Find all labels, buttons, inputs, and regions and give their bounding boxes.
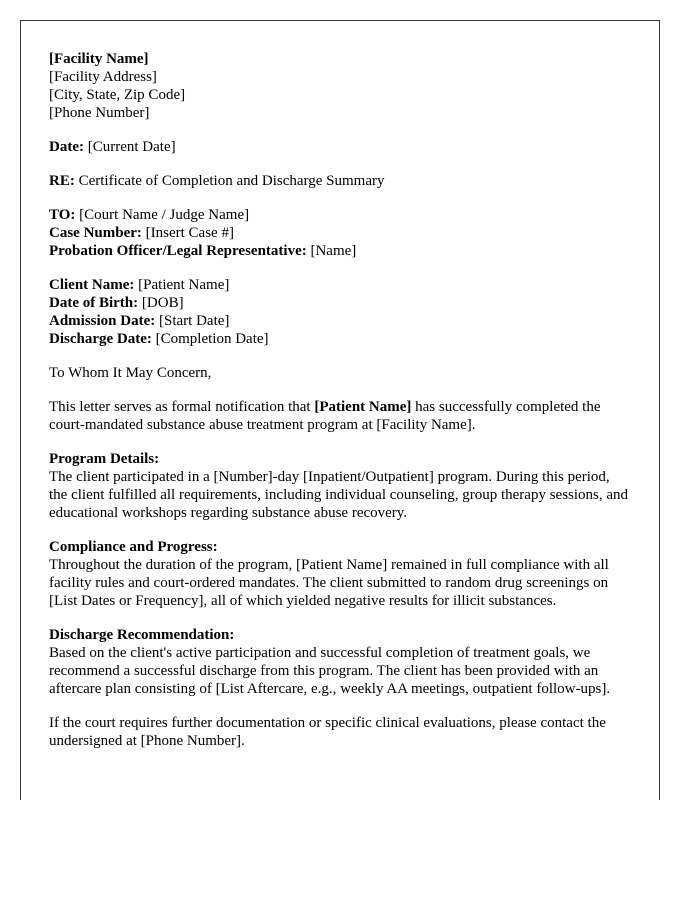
section-body: The client participated in a [Number]-day [Inpatient/Outpatient] program. During this period, the client fulfilled all requirements, including individual counseling, group therapy sessions, and educational workshops regarding substance abuse recovery. xyxy=(49,469,629,521)
client-block xyxy=(49,276,631,348)
intro-text: This letter serves as formal notification that xyxy=(49,399,315,415)
section-heading: Discharge Recommendation: xyxy=(49,627,235,643)
intro-paragraph xyxy=(49,398,631,434)
section-heading: Compliance and Progress: xyxy=(49,539,218,555)
case-number-value: [Insert Case #] xyxy=(141,225,234,241)
facility-phone: [Phone Number] xyxy=(49,105,150,121)
letter-page xyxy=(20,20,660,800)
admission-date-value: [Start Date] xyxy=(155,313,230,329)
section-heading: Program Details: xyxy=(49,451,160,467)
intro-patient-name: [Patient Name] xyxy=(314,399,412,415)
re-label: RE: xyxy=(49,173,75,189)
intro-text-end: has successfully completed the court-mandated substance abuse treatment program at [Facility Name]. xyxy=(49,399,601,433)
to-value: [Court Name / Judge Name] xyxy=(75,207,250,223)
section-discharge-recommendation xyxy=(49,626,631,698)
client-name-value: [Patient Name] xyxy=(134,277,230,293)
admission-date-label: Admission Date: xyxy=(49,313,156,329)
date-label: Date: xyxy=(49,139,84,155)
discharge-date-label: Discharge Date: xyxy=(49,331,152,347)
probation-officer-value: [Name] xyxy=(306,243,357,259)
closing-paragraph: If the court requires further documentation or specific clinical evaluations, please contact the undersigned at [Phone Number]. xyxy=(49,715,606,749)
re-line xyxy=(49,172,631,190)
probation-officer-label: Probation Officer/Legal Representative: xyxy=(49,243,307,259)
section-compliance xyxy=(49,538,631,610)
to-label: TO: xyxy=(49,207,76,223)
discharge-date-value: [Completion Date] xyxy=(151,331,269,347)
case-number-label: Case Number: xyxy=(49,225,142,241)
section-body: Throughout the duration of the program, [Patient Name] remained in full compliance with all facility rules and court-ordered mandates. The client submitted to random drug screenings on [List Dates or Frequency], all of which yielded negative results for illicit substances. xyxy=(49,557,609,609)
dob-label: Date of Birth: xyxy=(49,295,139,311)
date-line xyxy=(49,138,631,156)
dob-value: [DOB] xyxy=(138,295,184,311)
section-program-details xyxy=(49,450,631,522)
client-name-label: Client Name: xyxy=(49,277,135,293)
recipient-block xyxy=(49,206,631,260)
re-value: Certificate of Completion and Discharge Summary xyxy=(74,173,385,189)
facility-address: [Facility Address] xyxy=(49,69,157,85)
date-value: [Current Date] xyxy=(83,139,176,155)
section-body: Based on the client's active participation and successful completion of treatment goals, we recommend a successful discharge from this program. The client has been provided with an aftercare plan consisting of [List Aftercare, e.g., weekly AA meetings, outpatient follow-ups]. xyxy=(49,645,611,697)
facility-block xyxy=(49,50,631,122)
facility-city: [City, State, Zip Code] xyxy=(49,87,186,103)
facility-name: [Facility Name] xyxy=(49,51,149,67)
salutation: To Whom It May Concern, xyxy=(49,365,212,381)
